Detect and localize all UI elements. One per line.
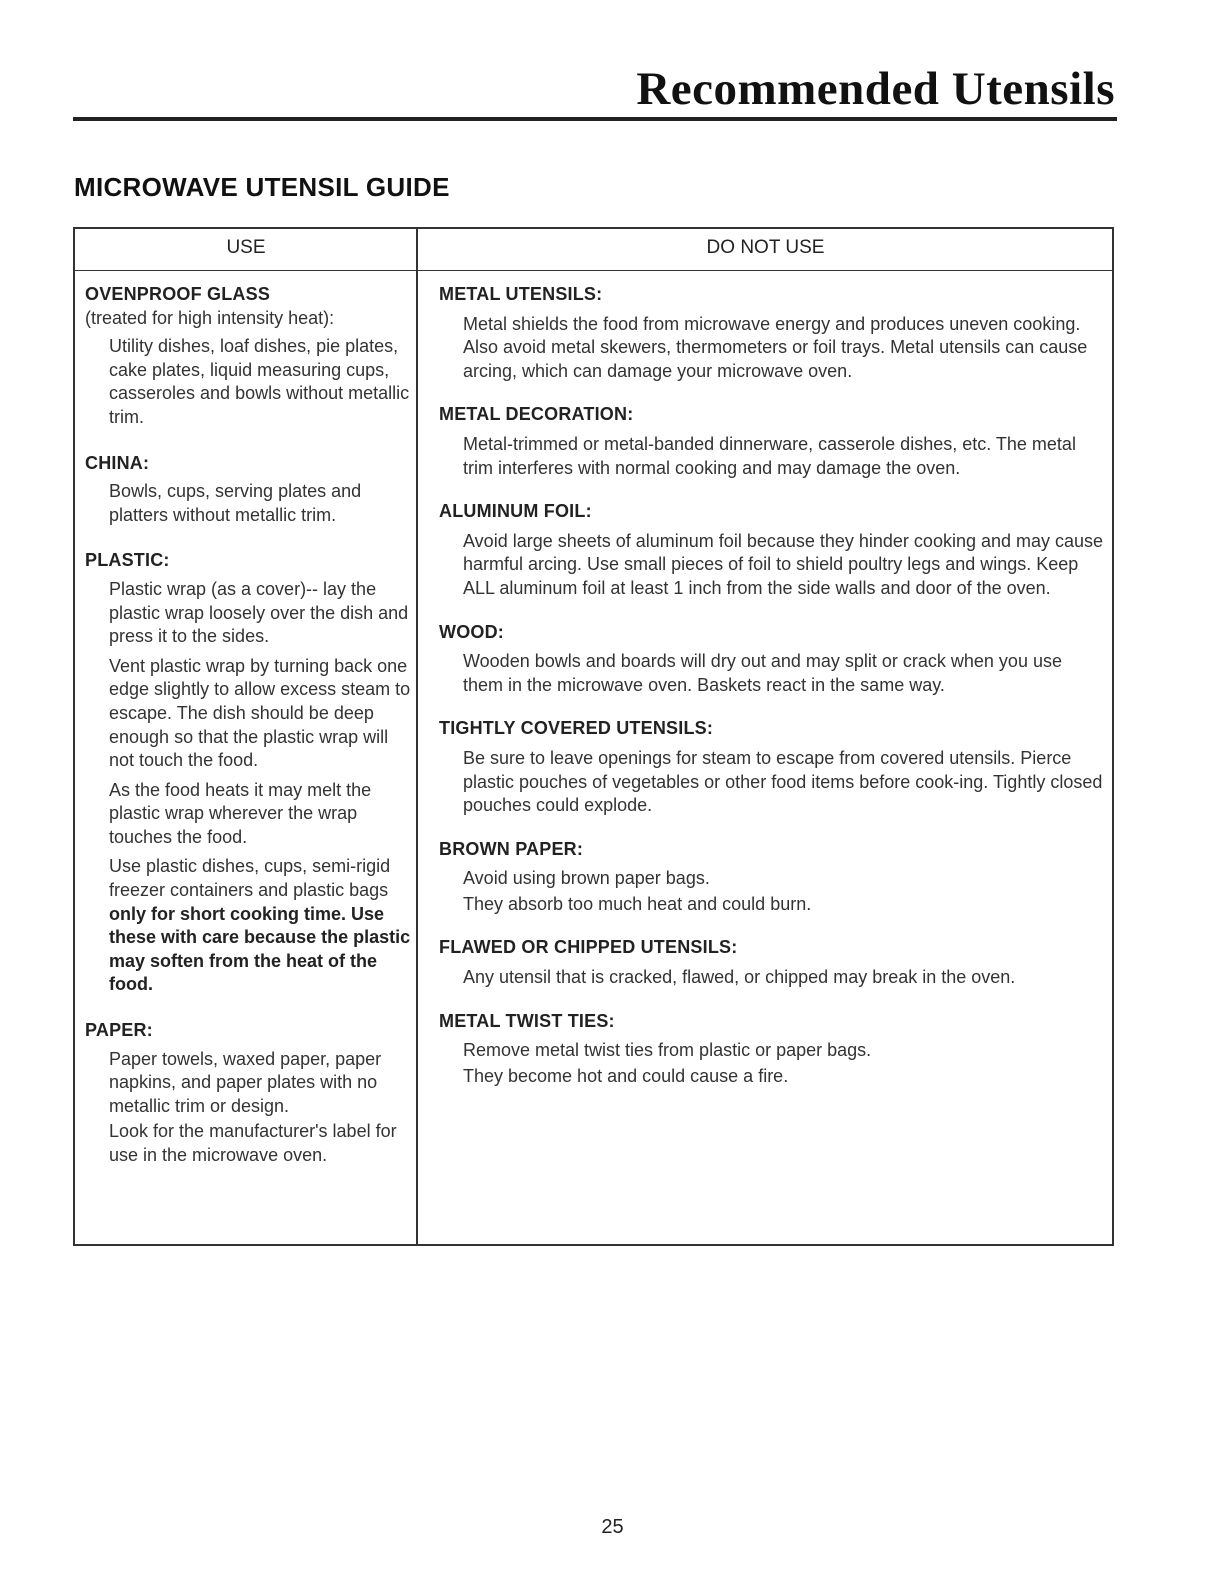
entry-title: WOOD: [439,621,504,642]
entry-text: Metal shields the food from microwave energy and produces uneven cooking. Also avoid metal skewers, thermometers or foil trays. Metal utensils can cause arcing, which can damage your microwave oven. [463,313,1088,381]
utensil-guide-table [73,227,1114,1246]
do-not-use-column-header: DO NOT USE [417,229,1114,271]
entry-text: They absorb too much heat and could burn. [463,893,812,914]
entry-text: Metal-trimmed or metal-banded dinnerware, casserole dishes, etc. The metal trim interferes with normal cooking and may damage the oven. [463,433,1076,478]
entry-ovenproof-glass [85,283,411,430]
entry-text: Be sure to leave openings for steam to escape from covered utensils. Pierce plastic pouches of vegetables or other food items before cook-ing. Tightly closed pouches could explode. [463,747,1103,816]
entry-plastic [85,549,411,997]
entry-text: Utility dishes, loaf dishes, pie plates, cake plates, liquid measuring cups, casseroles and bowls without metallic trim. [109,336,410,427]
entry-title: PLASTIC: [85,550,170,571]
entry-flawed-chipped [439,936,1105,989]
entry-title: METAL UTENSILS: [439,284,603,304]
entry-metal-twist-ties [439,1010,1105,1089]
section-heading: MICROWAVE UTENSIL GUIDE [74,172,450,202]
do-not-use-column [439,283,1105,1102]
entry-aluminum-foil [439,500,1105,600]
entry-tightly-covered [439,717,1105,817]
entry-text-normal: Use plastic dishes, cups, semi-rigid freezer containers and plastic bags [109,856,391,901]
entry-text: Vent plastic wrap by turning back one edge slightly to allow excess steam to escape. The dish should be deep enough so that the plastic wrap will not touch the food. [109,655,411,771]
entry-brown-paper [439,838,1105,917]
entry-title: FLAWED OR CHIPPED UTENSILS: [439,937,738,958]
entry-title: ALUMINUM FOIL: [439,501,592,522]
use-column [85,283,411,1182]
entry-text-bold: only for short cooking time. Use these with care because the plastic may soften from the heat of the food. [109,903,411,995]
entry-title: OVENPROOF GLASS [85,284,271,304]
entry-subtitle: (treated for high intensity heat): [85,307,335,328]
entry-text: Bowls, cups, serving plates and platters without metallic trim. [109,481,362,525]
entry-metal-decoration [439,403,1105,480]
entry-text: Avoid using brown paper bags. [463,868,710,889]
use-column-header: USE [75,229,417,271]
entry-text [85,855,411,997]
column-divider [416,229,418,1244]
entry-text: Paper towels, waxed paper, paper napkins, and paper plates with no metallic trim or design. [109,1048,382,1116]
entry-wood [439,621,1105,698]
entry-china [85,452,411,528]
page-title: Recommended Utensils [636,63,1115,115]
entry-metal-utensils [439,283,1105,383]
entry-title: CHINA: [85,452,150,473]
page-number: 25 [601,1516,624,1538]
entry-text: Avoid large sheets of aluminum foil because they hinder cooking and may cause harmful arcing. Use small pieces of foil to shield poultry legs and wings. Keep ALL aluminum foil at least 1 inch from the side walls and door of the oven. [463,530,1104,598]
entry-title: METAL DECORATION: [439,404,634,425]
entry-text: As the food heats it may melt the plastic wrap wherever the wrap touches the food. [109,779,372,847]
entry-text: Remove metal twist ties from plastic or paper bags. [463,1040,872,1061]
entry-text: Look for the manufacturer's label for use in the microwave oven. [109,1121,397,1165]
entry-text: They become hot and could cause a fire. [463,1065,789,1086]
entry-title: BROWN PAPER: [439,838,584,859]
entry-title: TIGHTLY COVERED UTENSILS: [439,718,714,739]
entry-text: Plastic wrap (as a cover)-- lay the plastic wrap loosely over the dish and press it to the sides. [109,578,409,647]
title-rule [73,117,1117,121]
entry-text: Any utensil that is cracked, flawed, or chipped may break in the oven. [463,967,1016,988]
entry-title: PAPER: [85,1020,153,1041]
entry-title: METAL TWIST TIES: [439,1010,615,1031]
entry-text: Wooden bowls and boards will dry out and may split or crack when you use them in the microwave oven. Baskets react in the same way. [463,651,1062,695]
entry-paper [85,1019,411,1168]
